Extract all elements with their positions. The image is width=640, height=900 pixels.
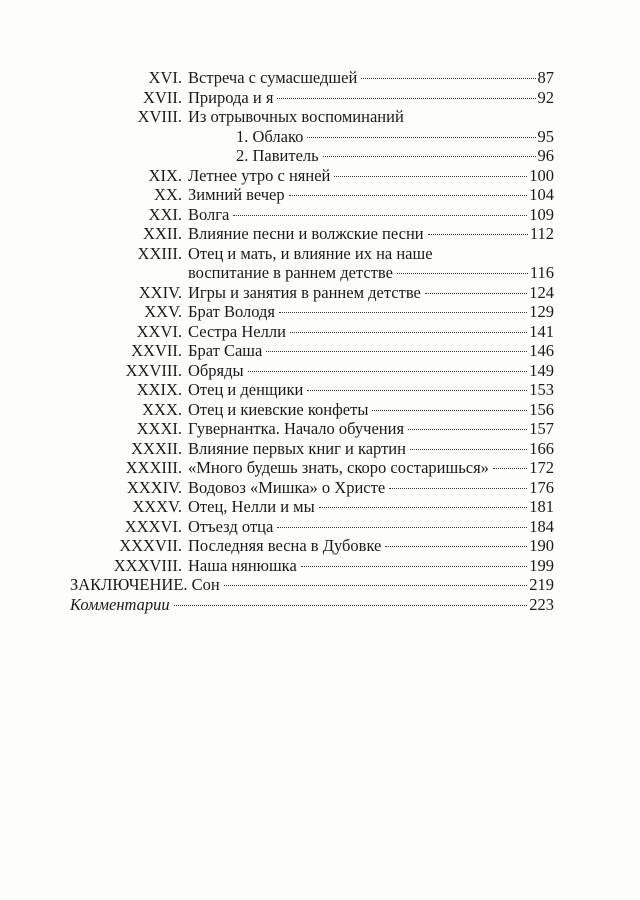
chapter-title: «Много будешь знать, скоро состаришься» xyxy=(188,458,489,477)
toc-entry xyxy=(70,185,554,205)
toc-entry xyxy=(70,68,554,88)
toc-entry xyxy=(70,244,554,264)
chapter-title: Гувернантка. Начало обучения xyxy=(188,419,405,438)
dot-leader xyxy=(319,505,528,508)
toc-entry xyxy=(70,400,554,420)
page-number: 112 xyxy=(529,224,554,243)
chapter-number: XXXV. xyxy=(132,497,182,516)
chapter-title: Влияние песни и волжские песни xyxy=(188,224,424,243)
toc-entry xyxy=(70,283,554,303)
chapter-number: XXXVI. xyxy=(124,516,182,536)
page-number: 100 xyxy=(529,165,554,185)
chapter-title: Водовоз «Мишка» о Христе xyxy=(188,477,386,497)
dot-leader xyxy=(289,193,528,196)
page-number: 146 xyxy=(529,341,554,360)
dot-leader xyxy=(493,466,527,469)
chapter-title: Отец, Нелли и мы xyxy=(188,497,315,516)
toc-entry xyxy=(70,263,554,283)
chapter-title: 2. Павитель xyxy=(236,146,319,165)
dot-leader xyxy=(410,447,527,450)
chapter-number: XXI. xyxy=(148,204,182,224)
dot-leader xyxy=(334,174,527,177)
dot-leader xyxy=(389,486,527,489)
chapter-title: Природа и я xyxy=(188,87,274,107)
page-number: 190 xyxy=(529,536,554,555)
toc-entry xyxy=(70,107,554,127)
chapter-title: Зимний вечер xyxy=(188,185,285,204)
chapter-number: XXXII. xyxy=(131,438,182,458)
dot-leader xyxy=(408,427,527,430)
toc-entry xyxy=(70,341,554,361)
dot-leader xyxy=(224,583,527,586)
chapter-number: XXVI. xyxy=(136,321,182,341)
dot-leader xyxy=(233,213,527,216)
toc-entry xyxy=(70,380,554,400)
toc-entry xyxy=(70,458,554,478)
toc-entry xyxy=(70,224,554,244)
dot-leader xyxy=(307,135,535,138)
page-number: 176 xyxy=(529,477,554,497)
chapter-title: Из отрывочных воспоминаний xyxy=(188,107,404,126)
chapter-title: Наша нянюшка xyxy=(188,555,297,575)
page-number: 104 xyxy=(529,185,554,204)
page-number: 172 xyxy=(529,458,554,477)
toc-entry xyxy=(70,127,554,147)
chapter-number: XXVIII. xyxy=(125,360,182,380)
dot-leader xyxy=(385,544,527,547)
dot-leader xyxy=(323,154,536,157)
toc-entry xyxy=(70,478,554,498)
dot-leader xyxy=(279,310,527,313)
chapter-title: Отъезд отца xyxy=(188,516,274,536)
page-number: 95 xyxy=(537,126,554,146)
toc-entry xyxy=(70,146,554,166)
page-number: 116 xyxy=(529,263,554,282)
chapter-number: XXV. xyxy=(144,302,182,321)
chapter-number: XIX. xyxy=(148,165,182,185)
page-number: 96 xyxy=(537,146,554,165)
dot-leader xyxy=(372,408,527,411)
page-number: 166 xyxy=(529,438,554,458)
toc-entry xyxy=(70,322,554,342)
page-number: 87 xyxy=(537,68,554,87)
page-number: 109 xyxy=(529,204,554,224)
chapter-title: Летнее утро с няней xyxy=(188,165,331,185)
dot-leader xyxy=(290,330,527,333)
toc-entry xyxy=(70,575,554,595)
toc-entry xyxy=(70,166,554,186)
chapter-title: 1. Облако xyxy=(236,126,304,146)
toc-entry xyxy=(70,556,554,576)
chapter-number: XXXVII. xyxy=(119,536,182,555)
chapter-title: Встреча с сумасшедшей xyxy=(188,68,358,87)
chapter-number: XVII. xyxy=(143,87,182,107)
dot-leader xyxy=(301,564,527,567)
dot-leader xyxy=(174,603,528,606)
chapter-title: Комментарии xyxy=(70,594,170,614)
toc-entry xyxy=(70,536,554,556)
chapter-number: XXVII. xyxy=(131,341,182,360)
chapter-title: Брат Саша xyxy=(188,341,263,360)
chapter-title: Отец и киевские конфеты xyxy=(188,399,369,419)
chapter-number: XVIII. xyxy=(137,107,182,126)
chapter-number: XXIV. xyxy=(138,282,182,302)
dot-leader xyxy=(277,525,527,528)
dot-leader xyxy=(361,76,535,79)
chapter-number: XXX. xyxy=(142,399,182,419)
chapter-title: Последняя весна в Дубовке xyxy=(188,536,382,555)
page-number: 156 xyxy=(529,399,554,419)
page-number: 149 xyxy=(529,360,554,380)
dot-leader xyxy=(428,232,528,235)
chapter-number: XXIX. xyxy=(136,380,182,399)
page-number: 199 xyxy=(529,555,554,575)
chapter-number: XXXIII. xyxy=(125,458,182,477)
dot-leader xyxy=(266,349,527,352)
chapter-number: XXXI. xyxy=(136,419,182,438)
chapter-title: ЗАКЛЮЧЕНИЕ. Сон xyxy=(70,575,220,594)
page-number: 223 xyxy=(529,594,554,614)
chapter-title: Игры и занятия в раннем детстве xyxy=(188,282,421,302)
page-number: 124 xyxy=(529,282,554,302)
page-number: 184 xyxy=(529,516,554,536)
chapter-number: XVI. xyxy=(148,68,182,87)
dot-leader xyxy=(248,369,528,372)
dot-leader xyxy=(307,388,527,391)
chapter-number: XXIII. xyxy=(137,243,182,263)
chapter-title: Обряды xyxy=(188,360,244,380)
toc-entry xyxy=(70,302,554,322)
page-number: 141 xyxy=(529,321,554,341)
chapter-title: Брат Володя xyxy=(188,302,275,321)
chapter-number: XXXVIII. xyxy=(113,555,182,575)
toc-entry xyxy=(70,497,554,517)
chapter-number: XXXIV. xyxy=(126,477,182,497)
toc-entry xyxy=(70,439,554,459)
chapter-title: Волга xyxy=(188,204,230,224)
chapter-number: XXII. xyxy=(143,224,182,243)
toc-entry xyxy=(70,361,554,381)
dot-leader xyxy=(425,291,527,294)
dot-leader xyxy=(397,271,528,274)
page-number: 181 xyxy=(529,497,554,516)
dot-leader xyxy=(277,96,535,99)
toc-entry xyxy=(70,595,554,615)
page-number: 92 xyxy=(537,87,554,107)
table-of-contents xyxy=(70,68,554,614)
page-number: 129 xyxy=(529,302,554,321)
toc-entry xyxy=(70,205,554,225)
chapter-title: Влияние первых книг и картин xyxy=(188,438,406,458)
toc-entry xyxy=(70,88,554,108)
chapter-title: воспитание в раннем детстве xyxy=(188,263,393,282)
page-number: 219 xyxy=(529,575,554,594)
page-number: 153 xyxy=(529,380,554,399)
chapter-title: Отец и денщики xyxy=(188,380,304,399)
toc-entry xyxy=(70,419,554,439)
chapter-title: Отец и мать, и влияние их на наше xyxy=(188,243,433,263)
chapter-title: Сестра Нелли xyxy=(188,321,286,341)
chapter-number: XX. xyxy=(154,185,182,204)
page-number: 157 xyxy=(529,419,554,438)
toc-entry xyxy=(70,517,554,537)
